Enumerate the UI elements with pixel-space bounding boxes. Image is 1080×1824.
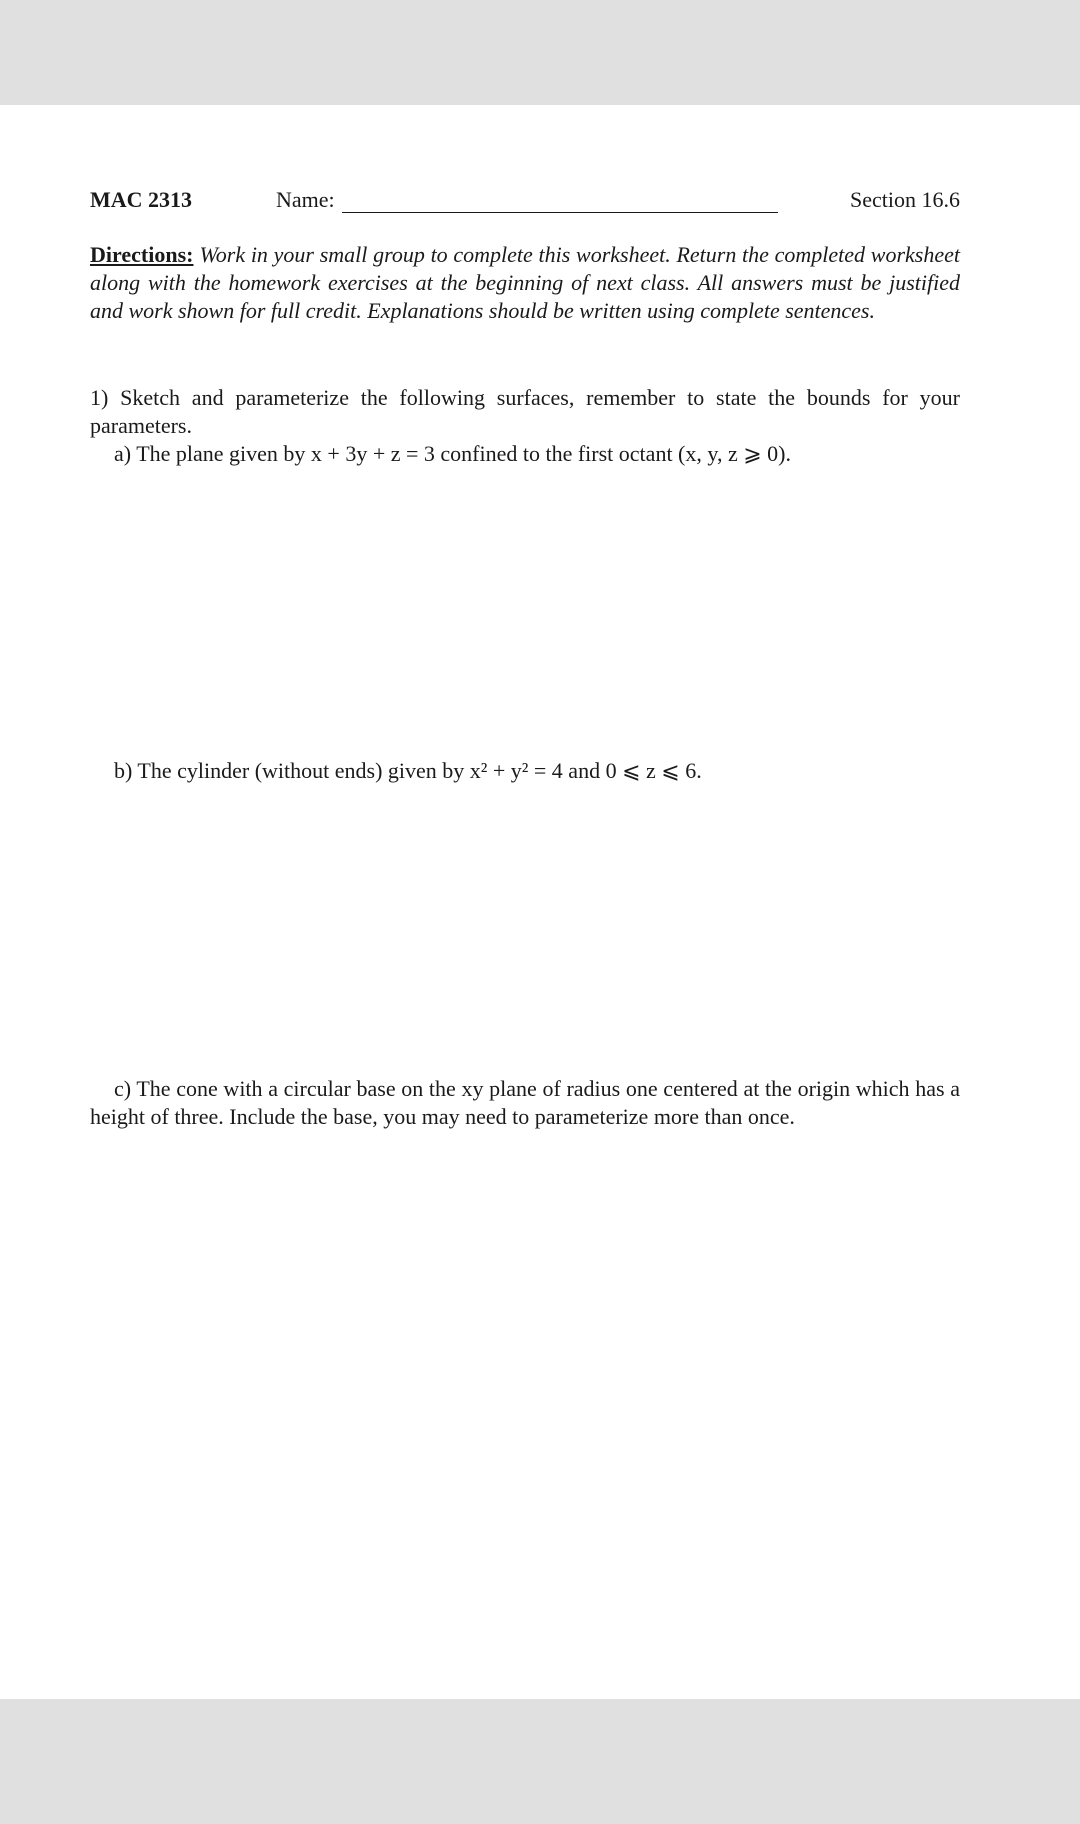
name-label: Name: <box>276 187 335 212</box>
worksheet-page <box>0 105 1080 1699</box>
section-number: Section 16.6 <box>850 187 960 212</box>
directions-paragraph <box>90 241 960 325</box>
worksheet-header <box>90 187 960 227</box>
directions-text: Work in your small group to complete this worksheet. Return the completed worksheet along with the homework exercises at the beginning of next class. All answers must be justified and work shown for full credit. Explanations should be written using complete sentences. <box>90 242 960 323</box>
question-1a: a) The plane given by x + 3y + z = 3 confined to the first octant (x, y, z ⩾ 0). <box>114 441 791 466</box>
directions-label: Directions: <box>90 242 194 267</box>
top-margin-band <box>0 0 1080 105</box>
question-1b: b) The cylinder (without ends) given by x² + y² = 4 and 0 ⩽ z ⩽ 6. <box>114 758 702 783</box>
question-1c: c) The cone with a circular base on the xy plane of radius one centered at the origin which has a height of three. Include the base, you may need to parameterize more than once. <box>90 1076 960 1129</box>
bottom-margin-band <box>0 1699 1080 1824</box>
name-blank-line <box>342 212 778 213</box>
question-1-prompt: 1) Sketch and parameterize the following surfaces, remember to state the bounds for your parameters. <box>90 385 960 438</box>
course-code: MAC 2313 <box>90 187 193 212</box>
